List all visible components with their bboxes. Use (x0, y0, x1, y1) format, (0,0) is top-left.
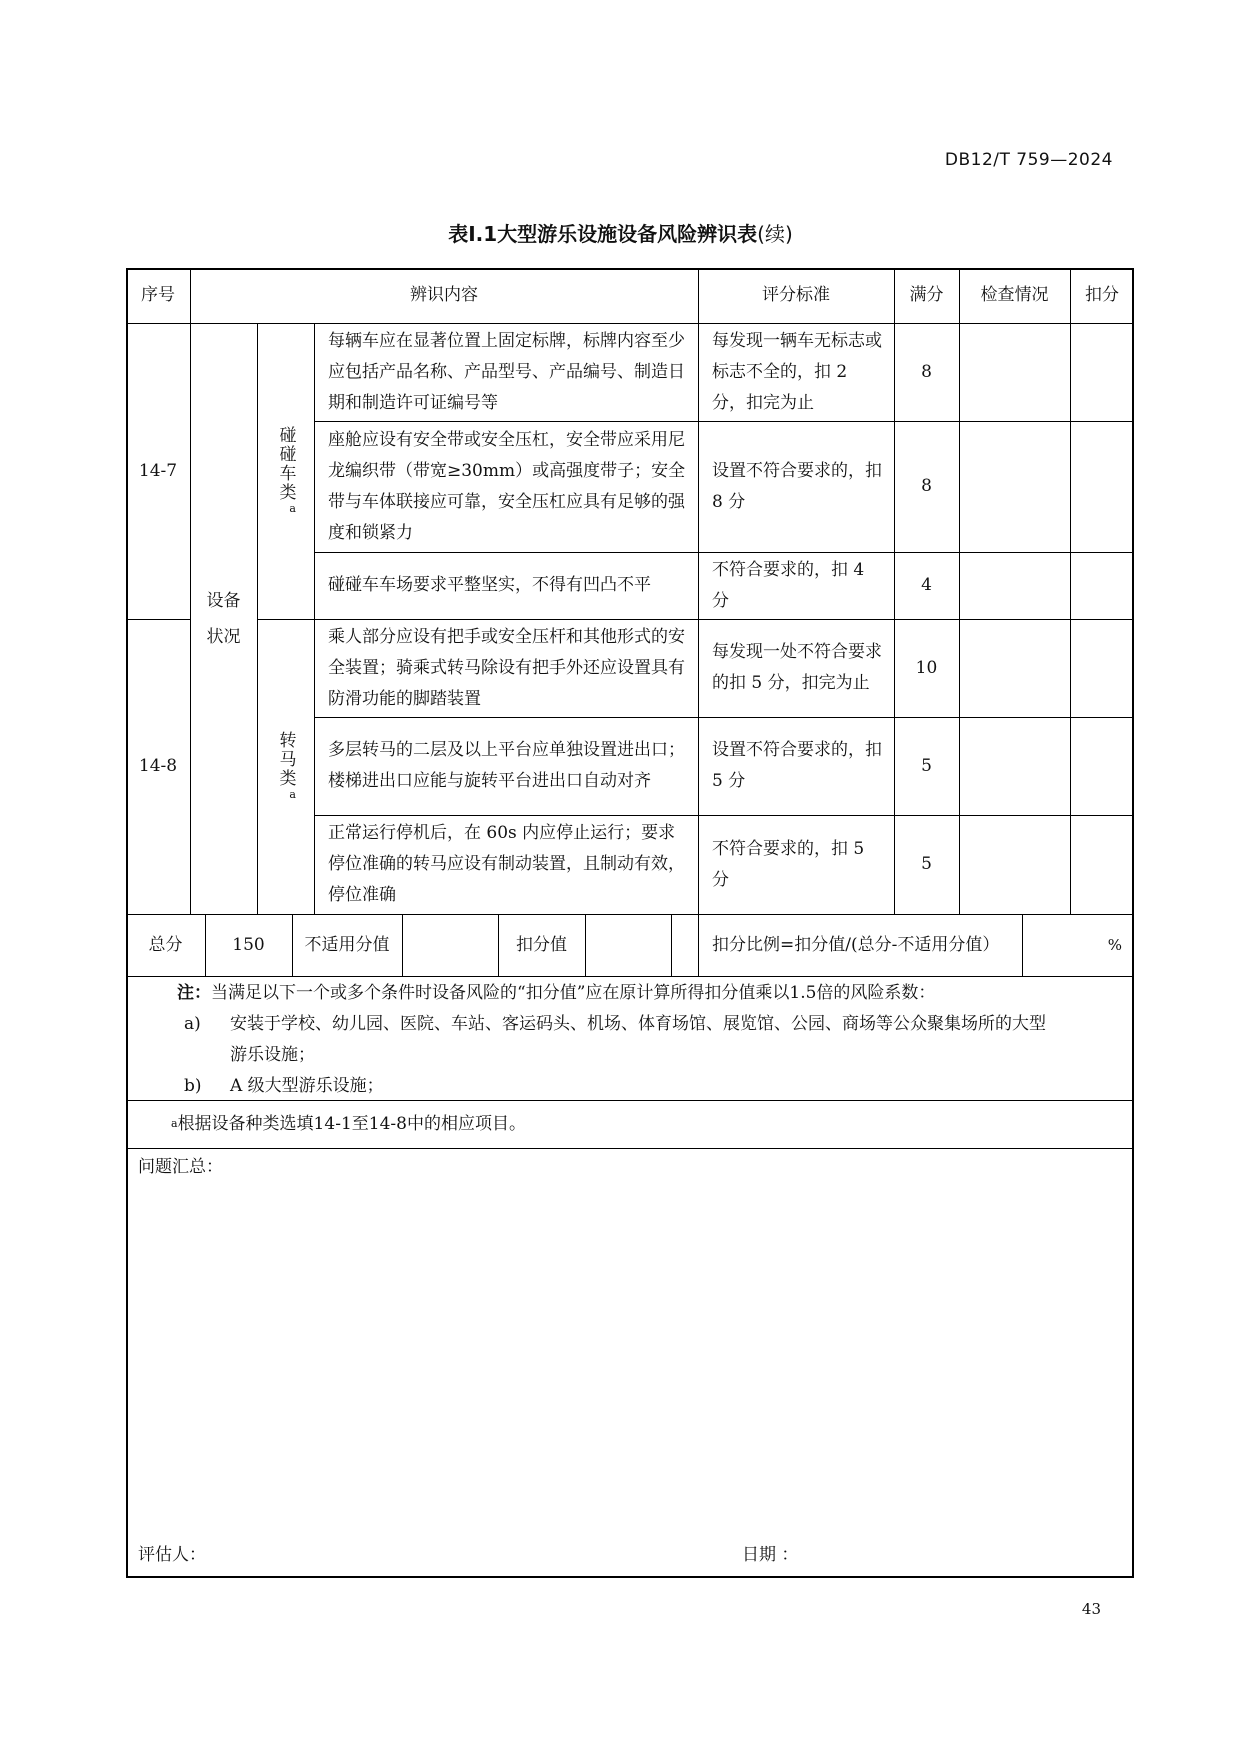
row-content: 正常运行停机后，在 60s 内应停止运行；要求停位准确的转马应设有制动装置，且制动有效，停位准确 (328, 823, 685, 905)
row-score: 5 (921, 854, 932, 874)
date-label: 日期 ： (742, 1545, 799, 1565)
na-label: 不适用分值 (304, 934, 390, 955)
row-content: 座舱应设有安全带或安全压杠，安全带应采用尼龙编织带（带宽≥30mm）或高强度带子；安全带与车体联接应可靠，安全压杠应具有足够的强度和锁紧力 (328, 429, 686, 543)
row-criteria: 不符合要求的，扣 4 分 (712, 559, 865, 611)
total-value: 150 (232, 934, 265, 955)
table-title (0, 218, 1241, 247)
risk-table (126, 268, 1134, 1578)
row-content: 多层转马的二层及以上平台应单独设置进出口；楼梯进出口应能与旋转平台进出口自动对齐 (328, 740, 685, 791)
note-item-continuation: 游乐设施； (230, 1045, 315, 1065)
row-content: 每辆车应在显著位置上固定标牌，标牌内容至少应包括产品名称、产品型号、产品编号、制造日期和制造许可证编号等 (328, 330, 685, 413)
row-content: 乘人部分应设有把手或安全压杆和其他形式的安全装置；骑乘式转马除设有把手外还应设置具有防滑功能的脚踏装置 (328, 626, 685, 709)
page-number: 43 (1081, 1600, 1101, 1618)
note-item-text: A 级大型游乐设施； (230, 1076, 384, 1096)
note-item-mark: a) (184, 1014, 201, 1034)
row-content: 碰碰车车场要求平整坚实，不得有凹凸不平 (328, 575, 651, 595)
note-item (126, 1009, 1134, 1040)
note-item (126, 1071, 1134, 1102)
row-criteria: 不符合要求的，扣 5 分 (712, 838, 865, 890)
note-intro: 当满足以下一个或多个条件时设备风险的“扣分值”应在原计算所得扣分值乘以1.5倍的风险系数： (211, 983, 936, 1003)
row-score: 4 (921, 575, 932, 595)
header-seq: 序号 (141, 285, 175, 305)
na-value (402, 914, 498, 976)
header-deduct: 扣分 (1085, 285, 1119, 305)
row-criteria: 设置不符合要求的，扣 5 分 (712, 740, 882, 791)
row-score: 10 (915, 657, 938, 678)
ratio-unit: % (1107, 935, 1122, 954)
header-content: 辨识内容 (410, 285, 478, 305)
note-label: 注： (177, 983, 211, 1003)
row-score: 8 (921, 476, 932, 496)
note-item-text: 安装于学校、幼儿园、医院、车站、客运码头、机场、体育场馆、展览馆、公园、商场等公众聚集场所的大型 (230, 1014, 1046, 1034)
row-criteria: 设置不符合要求的，扣 8 分 (712, 460, 882, 512)
header-criteria: 评分标准 (762, 285, 830, 305)
total-label: 总分 (148, 934, 183, 955)
note-section (126, 976, 1134, 1100)
summary-label: 问题汇总： (138, 1157, 223, 1177)
deduct-label: 扣分值 (516, 934, 567, 955)
type-text: 碰碰车类$^a$ (275, 425, 300, 517)
row-score: 5 (921, 755, 932, 776)
footnote-text: 根据设备种类选填14-1至14-8中的相应项目。 (177, 1113, 526, 1134)
group-seq: 14-8 (138, 756, 178, 776)
group-seq: 14-7 (138, 460, 178, 481)
title-main: 表I.1大型游乐设施设备风险辨识表 (448, 222, 758, 246)
title-suffix: (续) (757, 222, 793, 246)
deduct-value (585, 914, 671, 976)
row-score: 8 (921, 361, 932, 382)
header-check: 检查情况 (980, 285, 1049, 305)
row-criteria: 每发现一处不符合要求的扣 5 分，扣完为止 (712, 642, 882, 693)
ratio-formula: 扣分比例=扣分值/(总分-不适用分值） (712, 934, 1000, 955)
type-label (257, 619, 314, 914)
type-label (257, 323, 314, 619)
type-text: 转马类$^a$ (275, 730, 300, 803)
category-label (190, 323, 257, 914)
footnote: a 根据设备种类选填14-1至14-8中的相应项目。 (126, 1100, 1134, 1148)
category-text: 设备状况 (206, 590, 241, 647)
note-item-mark: b) (184, 1076, 202, 1096)
row-criteria: 每发现一辆车无标志或标志不全的，扣 2 分，扣完为止 (712, 330, 882, 413)
assessor-label: 评估人： (138, 1545, 206, 1565)
summary-section (126, 1148, 1134, 1578)
header-full-score: 满分 (909, 285, 944, 305)
standard-number: DB12/T 759—2024 (944, 150, 1113, 170)
